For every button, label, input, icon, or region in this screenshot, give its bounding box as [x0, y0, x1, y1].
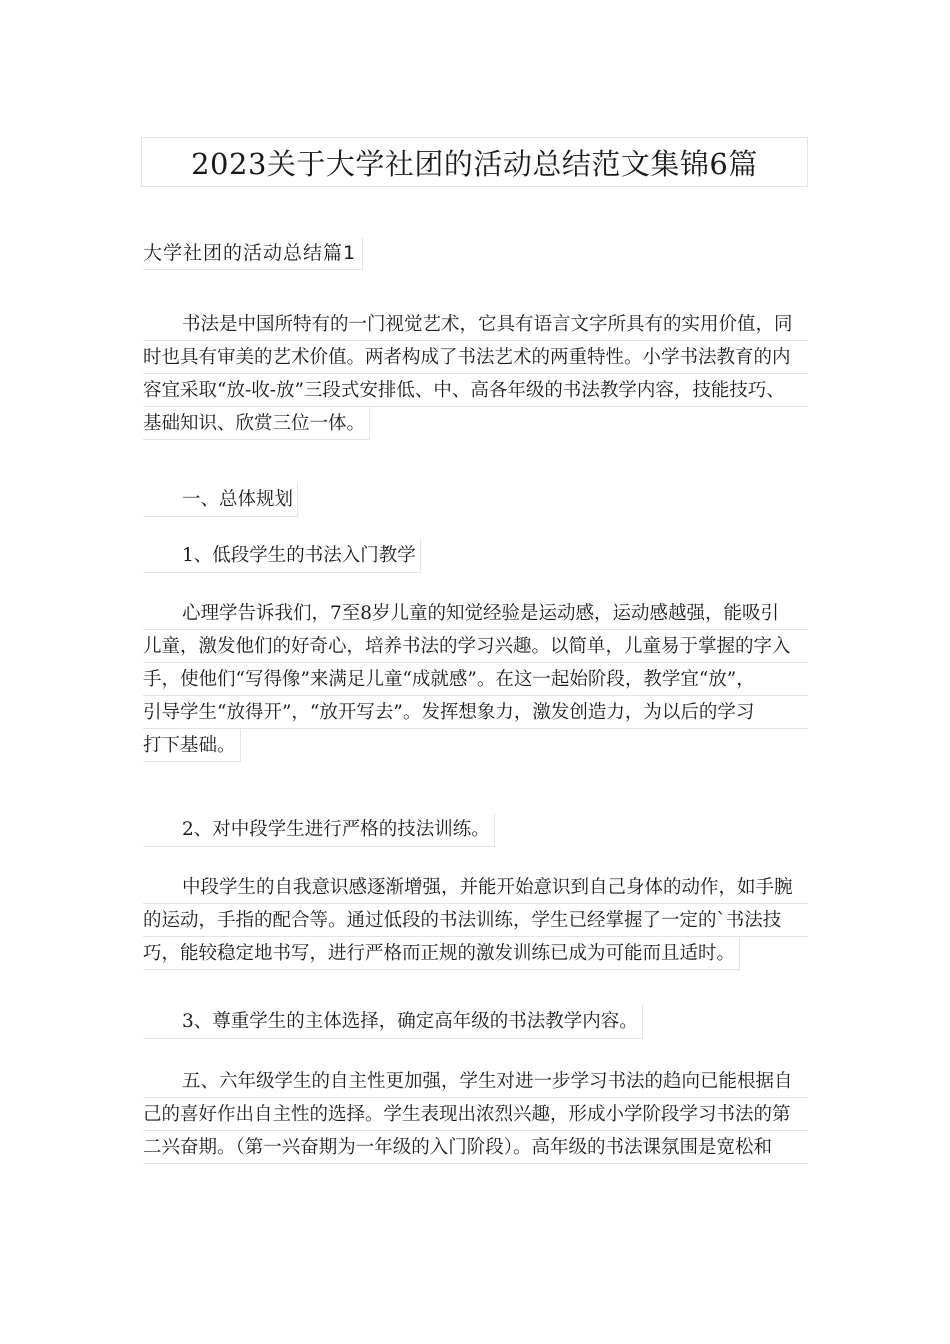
paragraph-line: 的运动，手指的配合等。通过低段的书法训练，学生已经掌握了一定的`书法技 — [143, 904, 808, 937]
paragraph-line: 心理学告诉我们，7至8岁儿童的知觉经验是运动感，运动感越强，能吸引 — [143, 597, 808, 630]
paragraph-line: 巧，能较稳定地书写，进行严格而正规的激发训练已成为可能而且适时。 — [143, 937, 740, 970]
document-title: 2023关于大学社团的活动总结范文集锦6篇 — [191, 146, 758, 181]
paragraph-line: 打下基础。 — [143, 729, 241, 762]
subheading-low-grade: 1、低段学生的书法入门教学 — [143, 539, 421, 573]
paragraph-high-grade — [143, 1065, 808, 1164]
paragraph-line: 手，使他们“写得像”来满足儿童“成就感”。在这一起始阶段，教学宜“放”， — [143, 663, 808, 696]
section-heading: 大学社团的活动总结篇1 — [143, 238, 363, 270]
subheading-overall-plan: 一、总体规划 — [143, 483, 298, 517]
paragraph-line: 时也具有审美的艺术价值。两者构成了书法艺术的两重特性。小学书法教育的内 — [143, 341, 808, 374]
paragraph-line: 中段学生的自我意识感逐渐增强，并能开始意识到自己身体的动作，如手腕 — [143, 871, 808, 904]
paragraph-line: 己的喜好作出自主性的选择。学生表现出浓烈兴趣，形成小学阶段学习书法的第 — [143, 1098, 808, 1131]
paragraph-line: 引导学生“放得开”，“放开写去”。发挥想象力，激发创造力，为以后的学习 — [143, 696, 808, 729]
paragraph-line: 基础知识、欣赏三位一体。 — [143, 407, 370, 440]
subheading-mid-grade: 2、对中段学生进行严格的技法训练。 — [143, 813, 495, 847]
paragraph-intro — [143, 308, 808, 445]
paragraph-line: 容宜采取“放-收-放”三段式安排低、中、高各年级的书法教学内容，技能技巧、 — [143, 374, 808, 407]
paragraph-line: 五、六年级学生的自主性更加强，学生对进一步学习书法的趋向已能根据自 — [143, 1065, 808, 1098]
paragraph-line: 儿童，激发他们的好奇心，培养书法的学习兴趣。以简单，儿童易于掌握的字入 — [143, 630, 808, 663]
subheading-high-grade: 3、尊重学生的主体选择，确定高年级的书法教学内容。 — [143, 1005, 643, 1039]
paragraph-mid-grade — [143, 871, 808, 975]
paragraph-line: 二兴奋期。（第一兴奋期为一年级的入门阶段）。高年级的书法课氛围是宽松和 — [143, 1131, 808, 1164]
paragraph-low-grade — [143, 597, 808, 767]
paragraph-line: 书法是中国所特有的一门视觉艺术，它具有语言文字所具有的实用价值，同 — [143, 308, 808, 341]
title-box — [141, 137, 808, 187]
